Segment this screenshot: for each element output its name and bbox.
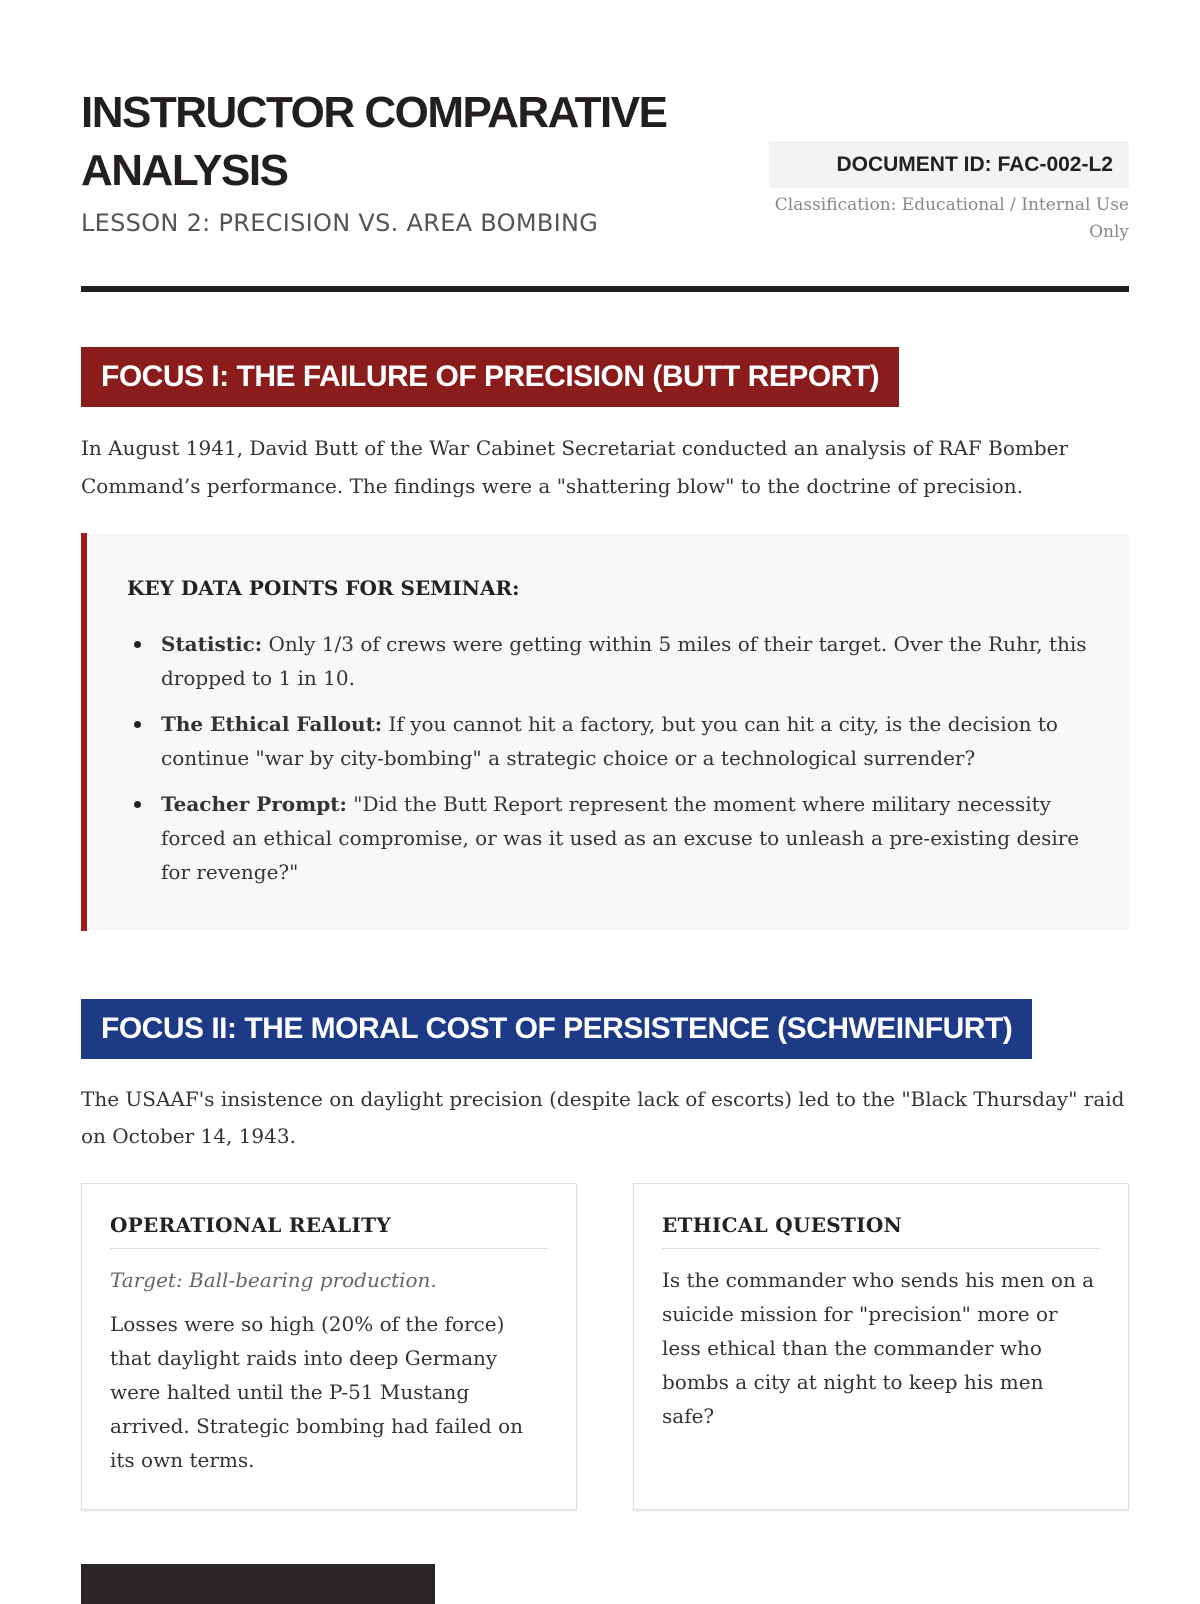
- item-label: Teacher Prompt:: [161, 792, 347, 816]
- page-subtitle: LESSON 2: PRECISION VS. AREA BOMBING: [81, 209, 599, 237]
- document-page: [81, 0, 1129, 1604]
- page-title: INSTRUCTOR COMPARATIVE ANALYSIS: [81, 88, 667, 195]
- callout-heading: KEY DATA POINTS FOR SEMINAR:: [127, 576, 520, 600]
- item-text: "Did the Butt Report represent the moment where military necessity forced an ethical compromise, or was it used as an excuse to unleash a pre-existing desire for revenge?": [161, 792, 1080, 884]
- list-item: [127, 707, 1089, 775]
- document-header: [81, 84, 1129, 246]
- card-body: Losses were so high (20% of the force) that daylight raids into deep Germany were halted until the P-51 Mustang arrived. Strategic bombing had failed on its own terms.: [110, 1312, 523, 1472]
- classification-note: Classification: Educational / Internal Use Only: [774, 195, 1129, 242]
- item-label: The Ethical Fallout:: [161, 712, 383, 736]
- ethical-question-card: [633, 1183, 1129, 1510]
- item-text: If you cannot hit a factory, but you can hit a city, is the decision to continue "war by city-bombing" a strategic choice or a technological surrender?: [161, 712, 1058, 770]
- item-label: Statistic:: [161, 632, 263, 656]
- comparison-cards: [81, 1183, 1129, 1510]
- header-title-block: [81, 84, 761, 238]
- header-meta-block: [769, 141, 1129, 246]
- focus-1-intro: In August 1941, David Butt of the War Cabinet Secretariat conducted an analysis of RAF Bomber Command’s performance. The findings were a "shattering blow" to the doctrine of precision.: [81, 436, 1069, 498]
- focus-1-heading: FOCUS I: THE FAILURE OF PRECISION (BUTT REPORT): [81, 347, 899, 407]
- next-section-heading: [81, 1564, 435, 1604]
- focus-2-intro: The USAAF's insistence on daylight precision (despite lack of escorts) led to the "Black Thursday" raid on October 14, 1943.: [81, 1087, 1125, 1148]
- list-item: [127, 787, 1089, 889]
- operational-reality-card: [81, 1183, 577, 1510]
- key-data-callout: [81, 533, 1129, 931]
- card-subtitle: Target: Ball-bearing production.: [110, 1268, 437, 1292]
- document-id-badge: DOCUMENT ID: FAC-002-L2: [769, 141, 1129, 188]
- header-divider: [81, 286, 1129, 292]
- card-body: Is the commander who sends his men on a suicide mission for "precision" more or less ethical than the commander who bombs a city at night to keep his men safe?: [662, 1268, 1095, 1428]
- list-item: [127, 627, 1089, 695]
- card-heading: ETHICAL QUESTION: [662, 1212, 1100, 1249]
- card-heading: OPERATIONAL REALITY: [110, 1212, 548, 1249]
- focus-2-heading: FOCUS II: THE MORAL COST OF PERSISTENCE (SCHWEINFURT): [81, 999, 1032, 1059]
- item-text: Only 1/3 of crews were getting within 5 miles of their target. Over the Ruhr, this dropped to 1 in 10.: [161, 632, 1087, 690]
